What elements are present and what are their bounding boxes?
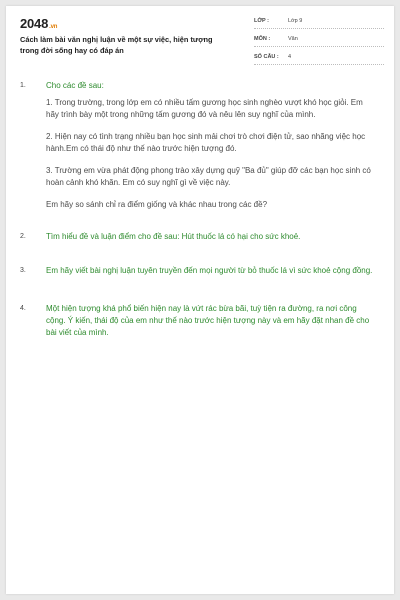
logo-tld: .vn: [49, 24, 58, 30]
meta-row-subject: [254, 32, 384, 47]
question-list: [20, 80, 376, 361]
meta-info: [254, 14, 384, 68]
question-number: 2.: [20, 233, 26, 240]
meta-label: SỐ CÂU :: [254, 54, 279, 60]
question-item: [20, 80, 376, 211]
question-item: [20, 303, 376, 339]
meta-value: Văn: [288, 36, 298, 42]
meta-label: MÔN :: [254, 36, 271, 42]
meta-value: 4: [288, 54, 292, 60]
meta-row-grade: [254, 14, 384, 29]
meta-label: LỚP :: [254, 18, 269, 24]
question-text: Em hãy viết bài nghị luận tuyên truyền đến mọi người từ bỏ thuốc lá vì sức khoẻ cộng đồng.: [46, 266, 373, 275]
document-page: [6, 6, 394, 594]
question-text: Một hiện tượng khá phổ biến hiện nay là vứt rác bừa bãi, tuỳ tiện ra đường, ra nơi công cộng. Ý kiến, thái độ của em như thế nào trước hiện tượng này và em hãy đặt nhan đề cho bài viết của mình.: [46, 304, 370, 337]
logo-text: 2048: [20, 16, 49, 31]
question-paragraph: 2. Hiện nay có tình trạng nhiều bạn học sinh mải chơi trò chơi điện tử, sao nhãng việc học hành.Em có thái độ như thế nào trước hiện tượng đó.: [46, 132, 366, 153]
question-number: 3.: [20, 267, 26, 274]
document-title: Cách làm bài văn nghị luận về một sự việc, hiện tượng trong đời sống hay có đáp án: [20, 35, 213, 55]
meta-value: Lớp 9: [288, 18, 303, 24]
document-header: [6, 6, 394, 66]
question-text: Cho các đề sau:: [46, 81, 104, 90]
question-paragraph: Em hãy so sánh chỉ ra điểm giống và khác nhau trong các đề?: [46, 200, 268, 209]
meta-row-question-count: [254, 50, 384, 65]
question-number: 1.: [20, 82, 26, 89]
question-text: Tìm hiểu đề và luận điểm cho đề sau: Hút thuốc lá có hại cho sức khoẻ.: [46, 232, 301, 241]
question-number: 4.: [20, 305, 26, 312]
question-paragraph: 1. Trong trường, trong lớp em có nhiều tấm gương học sinh nghèo vượt khó học giỏi. Em hãy trình bày một trong những tấm gương đó và nêu lên suy nghĩ của mình.: [46, 98, 363, 119]
question-paragraph: 3. Trường em vừa phát động phong trào xây dựng quỹ "Ba đủ" giúp đỡ các bạn học sinh có hoàn cảnh khó khăn. Em có suy nghĩ gì về việc này.: [46, 166, 371, 187]
site-logo[interactable]: [20, 16, 57, 31]
question-item: [20, 265, 376, 277]
question-item: [20, 231, 376, 243]
